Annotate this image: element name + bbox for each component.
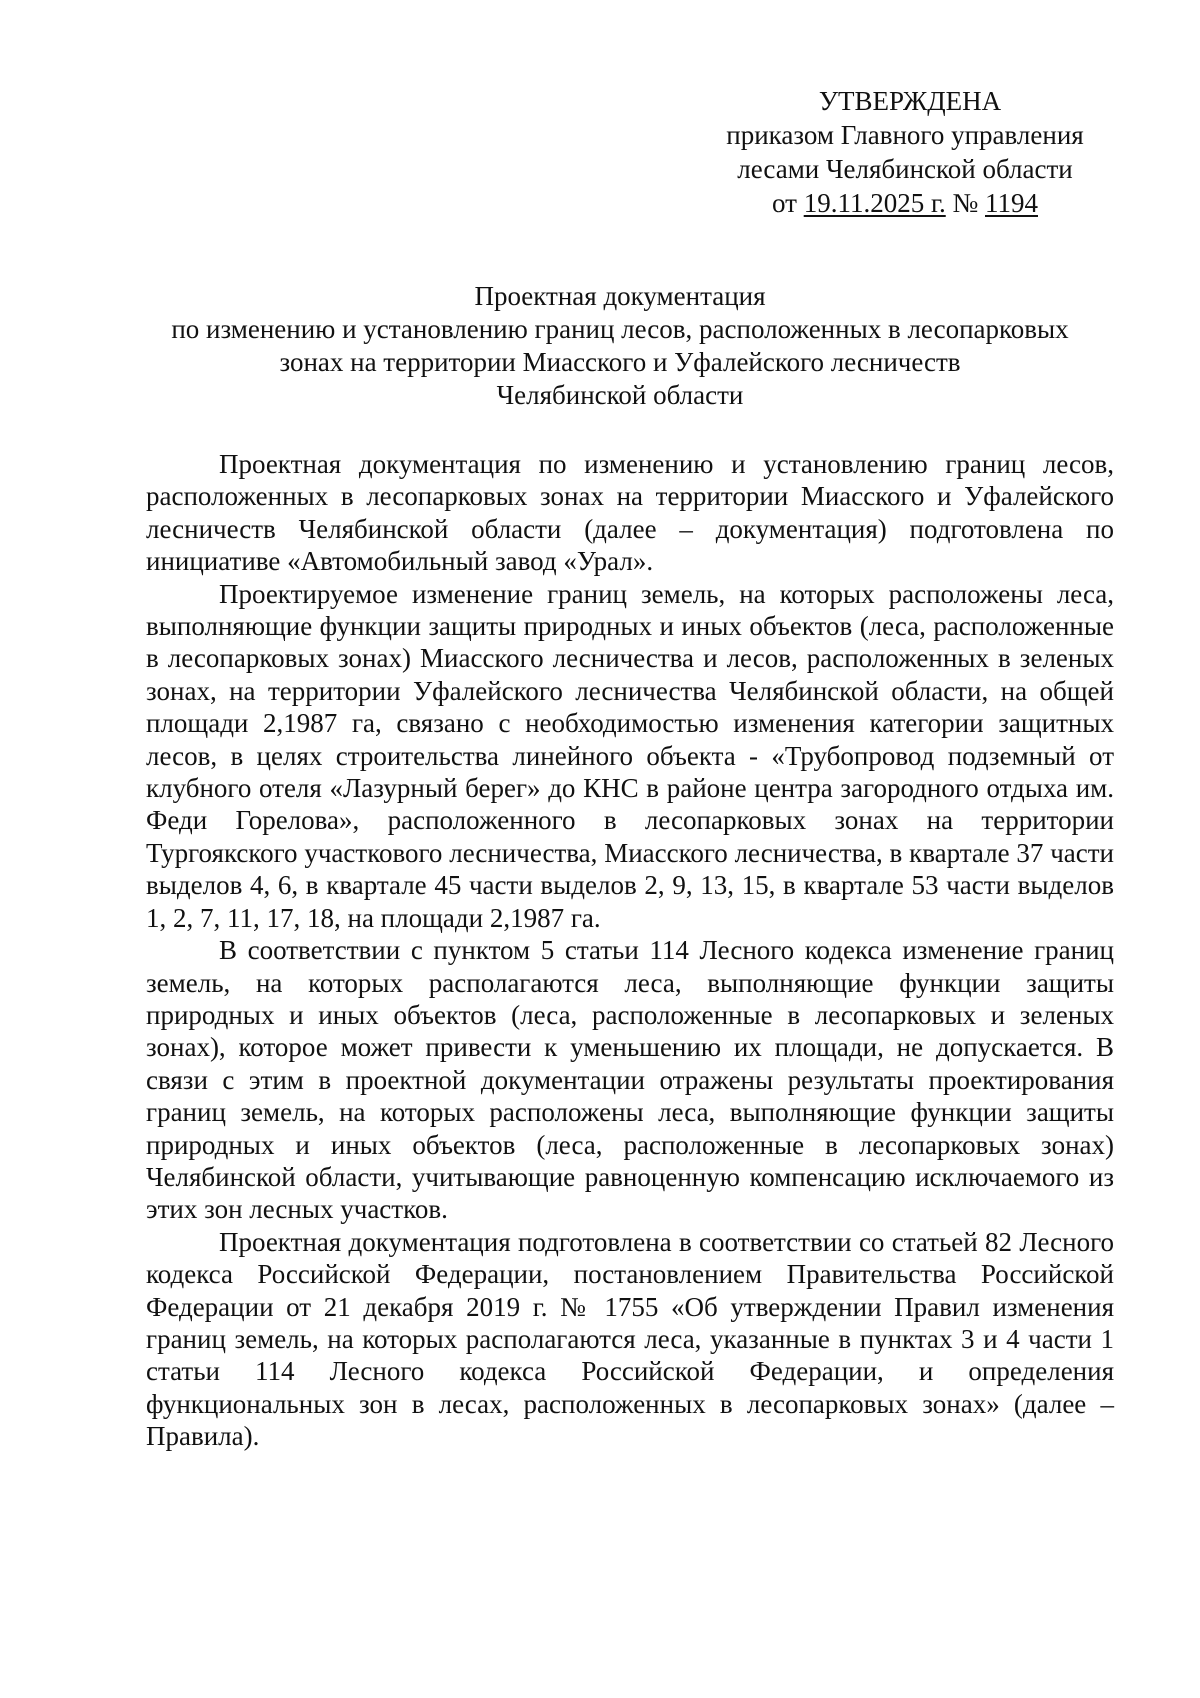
document-body: [146, 448, 1114, 1453]
paragraph-1: Проектная документация по изменению и установлению границ лесов, расположенных в лесопарковых зонах на территории Миасского и Уфалейского лесничеств Челябинской области (далее – документация) подготовлена по инициативе «Автомобильный завод «Урал».: [146, 449, 1114, 577]
title-line-2: по изменению и установлению границ лесов, расположенных в лесопарковых: [171, 314, 1069, 344]
document-title: [120, 280, 1120, 412]
approval-line-2: лесами Челябинской области: [737, 154, 1073, 184]
approval-line-1: приказом Главного управления: [726, 120, 1084, 150]
title-line-3: зонах на территории Миасского и Уфалейского лесничеств: [279, 347, 961, 377]
approval-number: 1194: [985, 188, 1038, 218]
paragraph-4: Проектная документация подготовлена в соответствии со статьей 82 Лесного кодекса Российской Федерации, постановлением Правительства Российской Федерации от 21 декабря 2019 г. № 1755 «Об утверждении Правил изменения границ земель, на которых располагаются леса, указанные в пунктах 3 и 4 части 1 статьи 114 Лесного кодекса Российской Федерации, и определения функциональных зон в лесах, расположенных в лесопарковых зонах» (далее – Правила).: [146, 1226, 1114, 1452]
title-line-1: Проектная документация: [474, 281, 766, 311]
title-line-4: Челябинской области: [496, 380, 744, 410]
approval-date: 19.11.2025 г.: [803, 188, 946, 218]
paragraph-3: В соответствии с пунктом 5 статьи 114 Лесного кодекса изменение границ земель, на которых располагаются леса, выполняющие функции защиты природных и иных объектов (леса, расположенные в лесопарковых и зеленых зонах), которое может привести к уменьшению их площади, не допускается. В связи с этим в проектной документации отражены результаты проектирования границ земель, на которых расположены леса, выполняющие функции защиты природных и иных объектов (леса, расположенные в лесопарковых зонах) Челябинской области, учитывающие равноценную компенсацию исключаемого из этих зон лесных участков.: [146, 935, 1114, 1225]
approval-date-line: [680, 186, 1130, 220]
paragraph-2: Проектируемое изменение границ земель, на которых расположены леса, выполняющие функции защиты природных и иных объектов (леса, расположенные в лесопарковых зонах) Миасского лесничества и лесов, расположенных в зеленых зонах, на территории Уфалейского лесничества Челябинской области, на общей площади 2,1987 га, связано с необходимостью изменения категории защитных лесов, в целях строительства линейного объекта - «Трубопровод подземный от клубного отеля «Лазурный берег» до КНС в районе центра загородного отдыха им. Феди Горелова», расположенного в лесопарковых зонах на территории Тургоякского участкового лесничества, Миасского лесничества, в квартале 37 части выделов 4, 6, в квартале 45 части выделов 2, 9, 13, 15, в квартале 53 части выделов 1, 2, 7, 11, 17, 18, на площади 2,1987 га.: [146, 578, 1114, 933]
approval-date-prefix: от: [772, 188, 797, 218]
approval-heading: УТВЕРЖДЕНА: [818, 86, 1002, 116]
approval-number-prefix: №: [952, 188, 979, 218]
approval-stamp: [680, 84, 1130, 220]
